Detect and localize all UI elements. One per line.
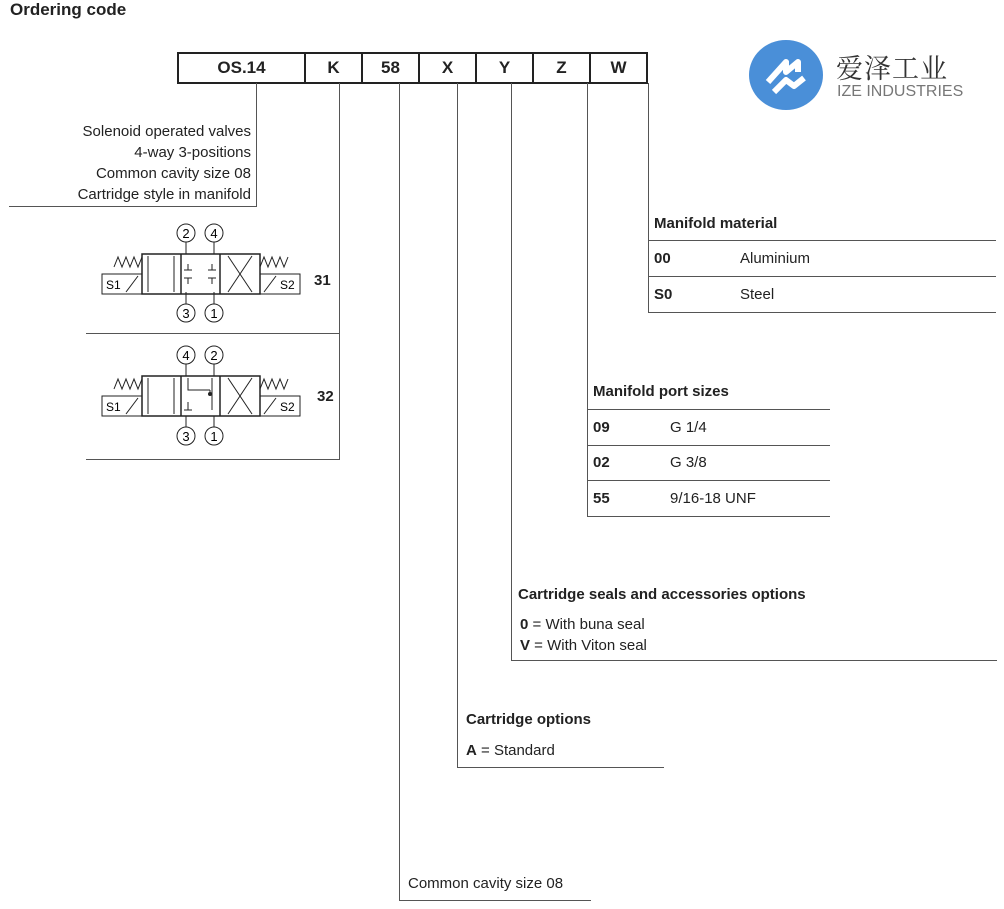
series-description: [78, 121, 251, 205]
solenoid-label: S2: [280, 278, 295, 292]
code-cell-y: Y: [476, 53, 533, 83]
connector-line: [86, 459, 340, 460]
code-cell-k: K: [305, 53, 362, 83]
table-rule: [648, 312, 996, 313]
material-code: 00: [654, 250, 671, 267]
desc-line: Solenoid operated valves: [82, 123, 251, 140]
desc-line: 4-way 3-positions: [134, 144, 251, 161]
port-label: 2: [182, 226, 190, 241]
port-code: 09: [593, 419, 610, 436]
solenoid-label: S1: [106, 278, 121, 292]
table-rule: [587, 409, 830, 410]
port-label: 3: [182, 306, 190, 321]
cavity-label: Common cavity size 08: [408, 875, 564, 892]
connector-line: [86, 333, 340, 334]
connector-line: [339, 83, 340, 460]
port-label: G 1/4: [670, 419, 707, 436]
port-label: 1: [210, 306, 218, 321]
table-rule: [587, 516, 830, 517]
ordering-code-table: [177, 52, 648, 84]
table-rule: [587, 445, 830, 446]
table-rule: [587, 480, 830, 481]
seal-option: V = With Viton seal: [520, 637, 647, 654]
port-code: 02: [593, 454, 610, 471]
code-cell-series: OS.14: [178, 53, 305, 83]
port-sizes-title: Manifold port sizes: [593, 383, 729, 400]
valve-symbol-32: [100, 344, 305, 449]
code-cell-w: W: [590, 53, 647, 83]
code-cell-58: 58: [362, 53, 419, 83]
connector-line: [399, 900, 591, 901]
solenoid-label: S1: [106, 400, 121, 414]
desc-line: Common cavity size 08: [95, 165, 251, 182]
material-code: S0: [654, 286, 673, 303]
table-rule: [648, 240, 996, 241]
code-cell-z: Z: [533, 53, 590, 83]
logo-cn: 爱泽工业: [836, 54, 948, 84]
connector-line: [399, 83, 400, 901]
port-label: 3: [182, 429, 190, 444]
code-cell-x: X: [419, 53, 476, 83]
cartridge-option: A = Standard: [466, 742, 555, 759]
port-label: G 3/8: [670, 454, 707, 471]
valve-symbol-31: [100, 222, 305, 327]
port-label: 1: [210, 429, 218, 444]
connector-line: [9, 206, 257, 207]
page-title: Ordering code: [10, 0, 127, 19]
logo-en: IZE INDUSTRIES: [837, 83, 964, 100]
connector-line: [457, 83, 458, 768]
solenoid-label: S2: [280, 400, 295, 414]
connector-line: [511, 660, 997, 661]
port-label: 2: [210, 348, 218, 363]
seals-title: Cartridge seals and accessories options: [518, 586, 806, 603]
port-label: 9/16-18 UNF: [670, 490, 756, 507]
table-rule: [648, 276, 996, 277]
seal-option: 0 = With buna seal: [520, 616, 645, 633]
cartridge-title: Cartridge options: [466, 711, 592, 728]
ize-logo-icon: [746, 38, 826, 112]
connector-line: [457, 767, 664, 768]
port-code: 55: [593, 490, 610, 507]
symbol-number: 32: [317, 388, 334, 405]
material-label: Steel: [740, 286, 775, 303]
port-label: 4: [182, 348, 190, 363]
manifold-material-title: Manifold material: [654, 215, 778, 232]
connector-line: [587, 83, 588, 517]
material-label: Aluminium: [740, 250, 811, 267]
connector-line: [648, 83, 649, 313]
port-label: 4: [210, 226, 218, 241]
desc-line: Cartridge style in manifold: [77, 186, 251, 203]
connector-line: [256, 83, 257, 206]
connector-line: [511, 83, 512, 661]
symbol-number: 31: [314, 272, 331, 289]
